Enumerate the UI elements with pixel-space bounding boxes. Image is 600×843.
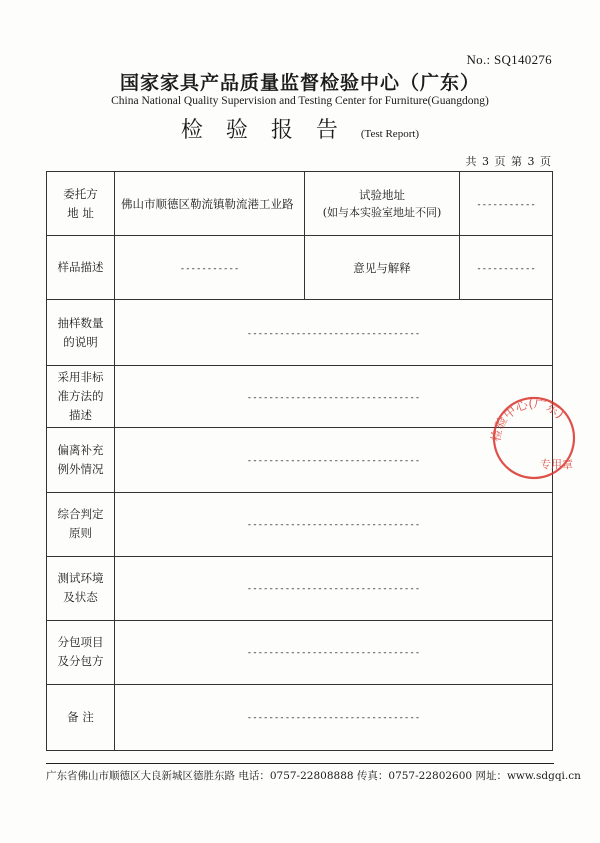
label-line: 的说明 [63,334,98,349]
judgement-principle-label [47,492,115,556]
label-line: 分包项目 [57,635,104,650]
dash-placeholder: -------------------------------- [246,328,421,339]
label-line: 及状态 [63,590,98,605]
test-environment-value [115,556,553,620]
deviation-value [115,428,553,492]
report-table [46,171,553,751]
judgement-principle-value [115,492,553,556]
test-environment-label [47,556,115,620]
client-address-label [47,172,115,236]
dash-placeholder: -------------------------------- [246,455,421,466]
remarks-value [115,684,553,750]
nonstandard-method-label [47,366,115,428]
table-row-subcontract [47,620,553,684]
dash-placeholder: -------------------------------- [246,584,421,595]
dash-placeholder: -------------------------------- [246,392,421,403]
report-number: No.: SQ140276 [466,52,552,67]
dash-placeholder: ----------- [476,263,536,274]
report-title-chinese: 检 验 报 告 [180,118,346,143]
label-line: 原则 [69,526,92,541]
label-line: 采用非标 [57,370,104,385]
nonstandard-method-value [115,366,553,428]
sampling-value [115,300,553,366]
label-line: 抽样数量 [57,315,104,330]
sample-description-label: 样品描述 [47,236,115,300]
client-address-value: 佛山市顺德区勒流镇勒流港工业路 [115,172,305,236]
table-row-remarks [47,684,553,750]
table-row-judgement [47,492,553,556]
table-row-client [47,172,553,236]
dash-placeholder: ----------- [179,263,240,274]
opinion-value [460,236,553,300]
seal-sub-text: 专用章 [540,458,573,471]
sampling-label [47,300,115,366]
label-line: 委托方 [63,186,98,201]
deviation-label [47,428,115,492]
label-line: (如与本实验室地址不同) [322,205,442,219]
table-row-sampling [47,300,553,366]
label-line: 试验地址 [359,187,405,202]
label-line: 准方法的 [57,389,104,404]
label-line: 及分包方 [57,654,104,669]
label-line: 测试环境 [57,571,104,586]
subcontract-value [115,620,553,684]
sample-description-value [115,236,305,300]
center-title-english: China National Quality Supervision and Testing Center for Furniture(Guangdong) [111,95,489,107]
label-line: 描述 [69,408,92,423]
page-count: 共 3 页 第 3 页 [465,155,552,168]
table-row-deviation [47,428,553,492]
dash-placeholder: -------------------------------- [246,713,421,724]
dash-placeholder: -------------------------------- [246,648,421,659]
dash-placeholder: -------------------------------- [246,520,421,531]
seal-arc-text: 检验中心(广东) [488,396,567,443]
remarks-label: 备 注 [47,684,115,750]
table-row-nonstandard [47,366,553,428]
report-title [0,113,600,144]
center-title-chinese: 国家家具产品质量监督检验中心（广东） [119,72,480,94]
table-row-environment [47,556,553,620]
label-line: 例外情况 [57,461,104,476]
test-address-value [460,172,553,236]
footer-contact: 广东省佛山市顺德区大良新城区德胜东路 电话：0757-22808888 传真：0757-22802600 网址：www.sdgqi.cn [46,770,581,782]
dash-placeholder: ----------- [476,199,536,210]
test-address-label [305,172,460,236]
report-title-english: (Test Report) [360,128,420,140]
table-row-sample [47,236,553,300]
opinion-label: 意见与解释 [305,236,460,300]
label-line: 地 址 [67,205,94,220]
subcontract-label [47,620,115,684]
label-line: 综合判定 [57,507,104,522]
label-line: 偏离补充 [57,442,104,457]
footer-divider [46,763,554,764]
